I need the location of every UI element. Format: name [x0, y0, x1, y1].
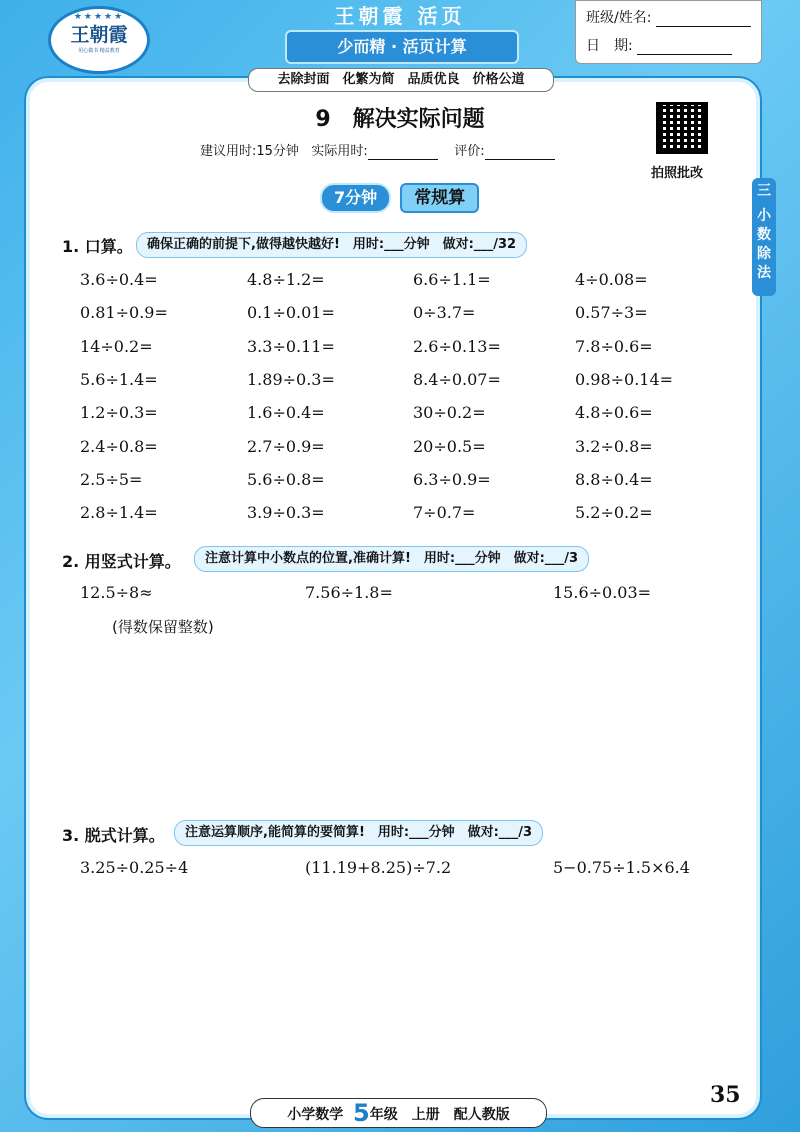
side-tab-char: 小	[757, 208, 771, 224]
slogan-banner: 去除封面 化繁为简 品质优良 价格公道	[248, 68, 554, 92]
q1-problem: 20÷0.5=	[413, 437, 486, 456]
q2-problem: 12.5÷8≈	[80, 583, 153, 602]
q1-problem: 1.89÷0.3=	[247, 370, 335, 389]
q3-problem: (11.19+8.25)÷7.2	[305, 858, 452, 877]
brand-logo	[48, 6, 150, 74]
q1-problem: 1.6÷0.4=	[247, 403, 325, 422]
q1-problem: 2.6÷0.13=	[413, 337, 501, 356]
q1-problem: 5.2÷0.2=	[575, 503, 653, 522]
q1-problem: 4÷0.08=	[575, 270, 648, 289]
side-tab-char: 三	[757, 183, 771, 199]
q1-problem: 2.5÷5=	[80, 470, 143, 489]
q1-problem: 2.8÷1.4=	[80, 503, 158, 522]
q1-problem: 3.6÷0.4=	[80, 270, 158, 289]
class-name-row	[586, 7, 751, 27]
q1-problem: 0.57÷3=	[575, 303, 648, 322]
q3-label: 3. 脱式计算。	[62, 826, 165, 845]
q1-problem: 3.3÷0.11=	[247, 337, 335, 356]
chapter-side-tab	[752, 178, 776, 296]
logo-stars: ★★★★★	[73, 12, 125, 22]
actual-time-blank[interactable]	[368, 144, 438, 160]
q1-problem: 14÷0.2=	[80, 337, 153, 356]
q2-rounding-note: (得数保留整数)	[112, 618, 214, 636]
brand-tagline: 少而精 · 活页计算	[285, 30, 519, 64]
logo-name: 王朝霞	[70, 24, 128, 46]
section-header	[320, 183, 479, 211]
qr-code-icon[interactable]	[656, 102, 708, 154]
brand-title: 王朝霞 活页	[334, 4, 466, 28]
suggested-time: 建议用时:15分钟	[200, 144, 299, 159]
footer-banner	[250, 1098, 547, 1128]
logo-subtitle: 用心做书 精益教育	[78, 48, 120, 54]
q1-label: 1. 口算。	[62, 237, 133, 256]
qr-caption: 拍照批改	[651, 166, 704, 181]
q1-problem: 3.2÷0.8=	[575, 437, 653, 456]
time-badge: 7分钟	[320, 183, 391, 213]
q1-problem: 5.6÷1.4=	[80, 370, 158, 389]
actual-time-label: 实际用时:	[311, 144, 368, 159]
q1-problem: 4.8÷1.2=	[247, 270, 325, 289]
side-tab-char: 除	[757, 246, 771, 262]
lesson-meta	[200, 140, 555, 160]
q1-problem: 6.3÷0.9=	[413, 470, 491, 489]
q1-problem: 30÷0.2=	[413, 403, 486, 422]
q1-problem: 7.8÷0.6=	[575, 337, 653, 356]
q2-label: 2. 用竖式计算。	[62, 552, 181, 571]
page-number: 35	[710, 1082, 741, 1108]
q3-problem: 5−0.75÷1.5×6.4	[553, 858, 690, 877]
q1-problem: 2.4÷0.8=	[80, 437, 158, 456]
date-blank[interactable]	[637, 38, 732, 55]
q1-note: 确保正确的前提下,做得越快越好! 用时:___分钟 做对:___/32	[136, 232, 527, 258]
side-tab-char: 数	[757, 227, 771, 243]
q1-problem: 7÷0.7=	[413, 503, 476, 522]
q1-problem: 0÷3.7=	[413, 303, 476, 322]
q1-problem: 3.9÷0.3=	[247, 503, 325, 522]
side-tab-char: 法	[757, 265, 771, 281]
q1-problem: 8.8÷0.4=	[575, 470, 653, 489]
lesson-title: 9 解决实际问题	[315, 107, 485, 132]
class-name-label: 班级/姓名:	[586, 10, 652, 26]
q1-problem: 4.8÷0.6=	[575, 403, 653, 422]
date-row	[586, 35, 732, 55]
q1-problem: 6.6÷1.1=	[413, 270, 491, 289]
q1-problem: 1.2÷0.3=	[80, 403, 158, 422]
q1-problem: 0.81÷0.9=	[80, 303, 168, 322]
student-info-box	[575, 0, 762, 64]
type-badge: 常规算	[400, 183, 479, 213]
q3-note: 注意运算顺序,能简算的要简算! 用时:___分钟 做对:___/3	[174, 820, 543, 846]
q1-problem: 2.7÷0.9=	[247, 437, 325, 456]
rating-blank[interactable]	[485, 144, 555, 160]
class-name-blank[interactable]	[656, 10, 751, 27]
q2-problem: 7.56÷1.8=	[305, 583, 393, 602]
q1-problem: 8.4÷0.07=	[413, 370, 501, 389]
footer-grade-rest: 年级 上册 配人教版	[369, 1107, 510, 1123]
q1-problem: 0.1÷0.01=	[247, 303, 335, 322]
date-label: 日 期:	[586, 38, 633, 54]
footer-grade-number: 5	[353, 1099, 370, 1127]
q1-problem: 0.98÷0.14=	[575, 370, 674, 389]
footer-subject: 小学数学	[287, 1107, 344, 1123]
q3-problem: 3.25÷0.25÷4	[80, 858, 189, 877]
rating-label: 评价:	[454, 144, 485, 159]
q2-note: 注意计算中小数点的位置,准确计算! 用时:___分钟 做对:___/3	[194, 546, 589, 572]
q1-problem: 5.6÷0.8=	[247, 470, 325, 489]
q2-problem: 15.6÷0.03=	[553, 583, 652, 602]
